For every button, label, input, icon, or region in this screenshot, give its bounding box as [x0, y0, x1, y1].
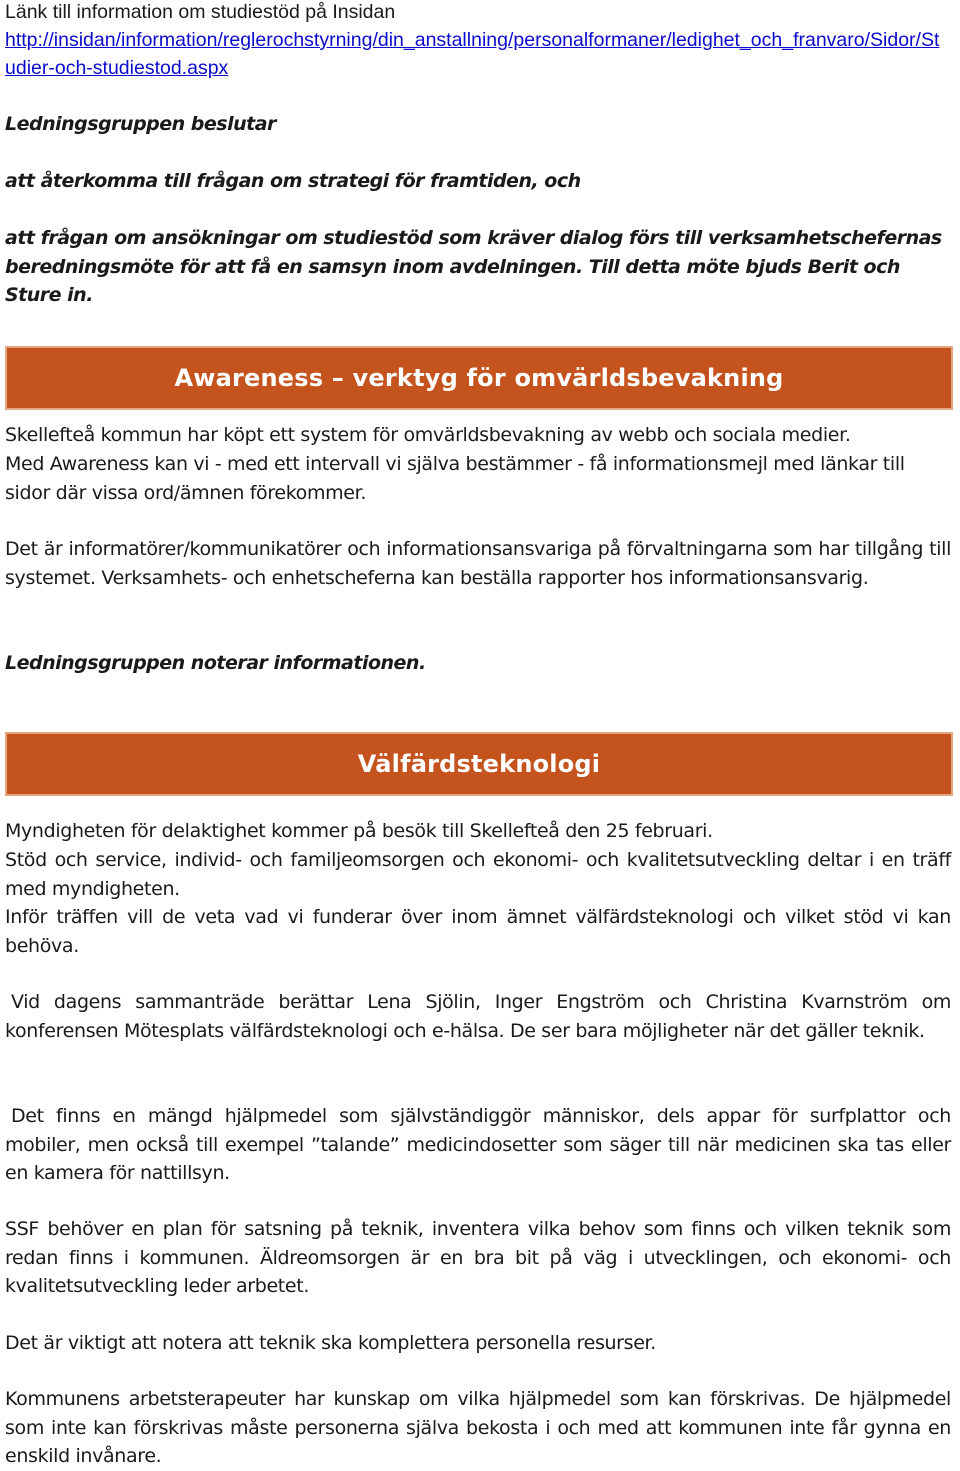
valfard-line-2: Stöd och service, individ- och familjeomsorgen och ekonomi- och kvalitetsutveckling deltar i en träff med myndigheten. [5, 849, 951, 900]
decision-heading: Ledningsgruppen beslutar [5, 113, 276, 135]
valfard-line-1: Myndigheten för delaktighet kommer på besök till Skellefteå den 25 februari. [5, 820, 713, 842]
awareness-decision: Ledningsgruppen noterar informationen. [5, 652, 426, 674]
valfard-paragraph-3: Det finns en mängd hjälpmedel som självständiggör människor, dels appar för surfplattor och mobiler, men också till exempel ”talande” medicindosetter som säger till när medicinen ska tas eller en kamera för nattillsyn. [5, 1105, 951, 1184]
awareness-paragraph-2: Det är informatörer/kommunikatörer och informationsansvariga på förvaltningarna som har tillgång till systemet. Verksamhets- och enhetscheferna kan beställa rapporter hos informationsansvarig. [5, 538, 951, 589]
valfard-paragraph-6: Kommunens arbetsterapeuter har kunskap om vilka hjälpmedel som kan förskrivas. De hjälpmedel som inte kan förskrivas måste personerna själva bekosta i och med att kommunen inte får gynna en enskild invånare. [5, 1388, 951, 1467]
valfard-section-banner [5, 732, 953, 796]
awareness-line-1: Skellefteå kommun har köpt ett system för omvärldsbevakning av webb och sociala medier. [5, 424, 851, 446]
studiestod-link-label: Länk till information om studiestöd på Insidan [5, 1, 396, 23]
valfard-paragraph-4: SSF behöver en plan för satsning på teknik, inventera vilka behov som finns och vilken teknik som redan finns i kommunen. Äldreomsorgen är en bra bit på väg i utvecklingen, och ekonomi- och kvalitetsutveckling leder arbetet. [5, 1218, 951, 1297]
studiestod-url-paragraph [5, 26, 945, 82]
valfard-line-3: Inför träffen vill de veta vad vi funderar över inom ämnet välfärdsteknologi och vilket stöd vi kan behöva. [5, 906, 951, 957]
awareness-line-2: Med Awareness kan vi - med ett intervall vi själva bestämmer - få informationsmejl med länkar till sidor där vissa ord/ämnen förekommer. [5, 453, 905, 504]
decision-item-2: att frågan om ansökningar om studiestöd som kräver dialog förs till verksamhetschefernas beredningsmöte för att få en samsyn inom avdelningen. Till detta möte bjuds Berit och Sture in. [5, 227, 942, 306]
awareness-banner-title: Awareness – verktyg för omvärldsbevakning [174, 364, 784, 392]
decision-item-1: att återkomma till frågan om strategi för framtiden, och [5, 170, 581, 192]
valfard-banner-title: Välfärdsteknologi [357, 750, 601, 778]
awareness-section-banner [5, 346, 953, 410]
studiestod-link[interactable]: http://insidan/information/reglerochstyrning/din_anstallning/personalformaner/ledighet_och_franvaro/Sidor/Studier-och-studiestod.aspx [5, 29, 940, 79]
valfard-paragraph-5: Det är viktigt att notera att teknik ska komplettera personella resurser. [5, 1332, 656, 1354]
valfard-paragraph-2: Vid dagens sammanträde berättar Lena Sjölin, Inger Engström och Christina Kvarnström om konferensen Mötesplats välfärdsteknologi och e-hälsa. De ser bara möjligheter när det gäller teknik. [5, 991, 951, 1042]
